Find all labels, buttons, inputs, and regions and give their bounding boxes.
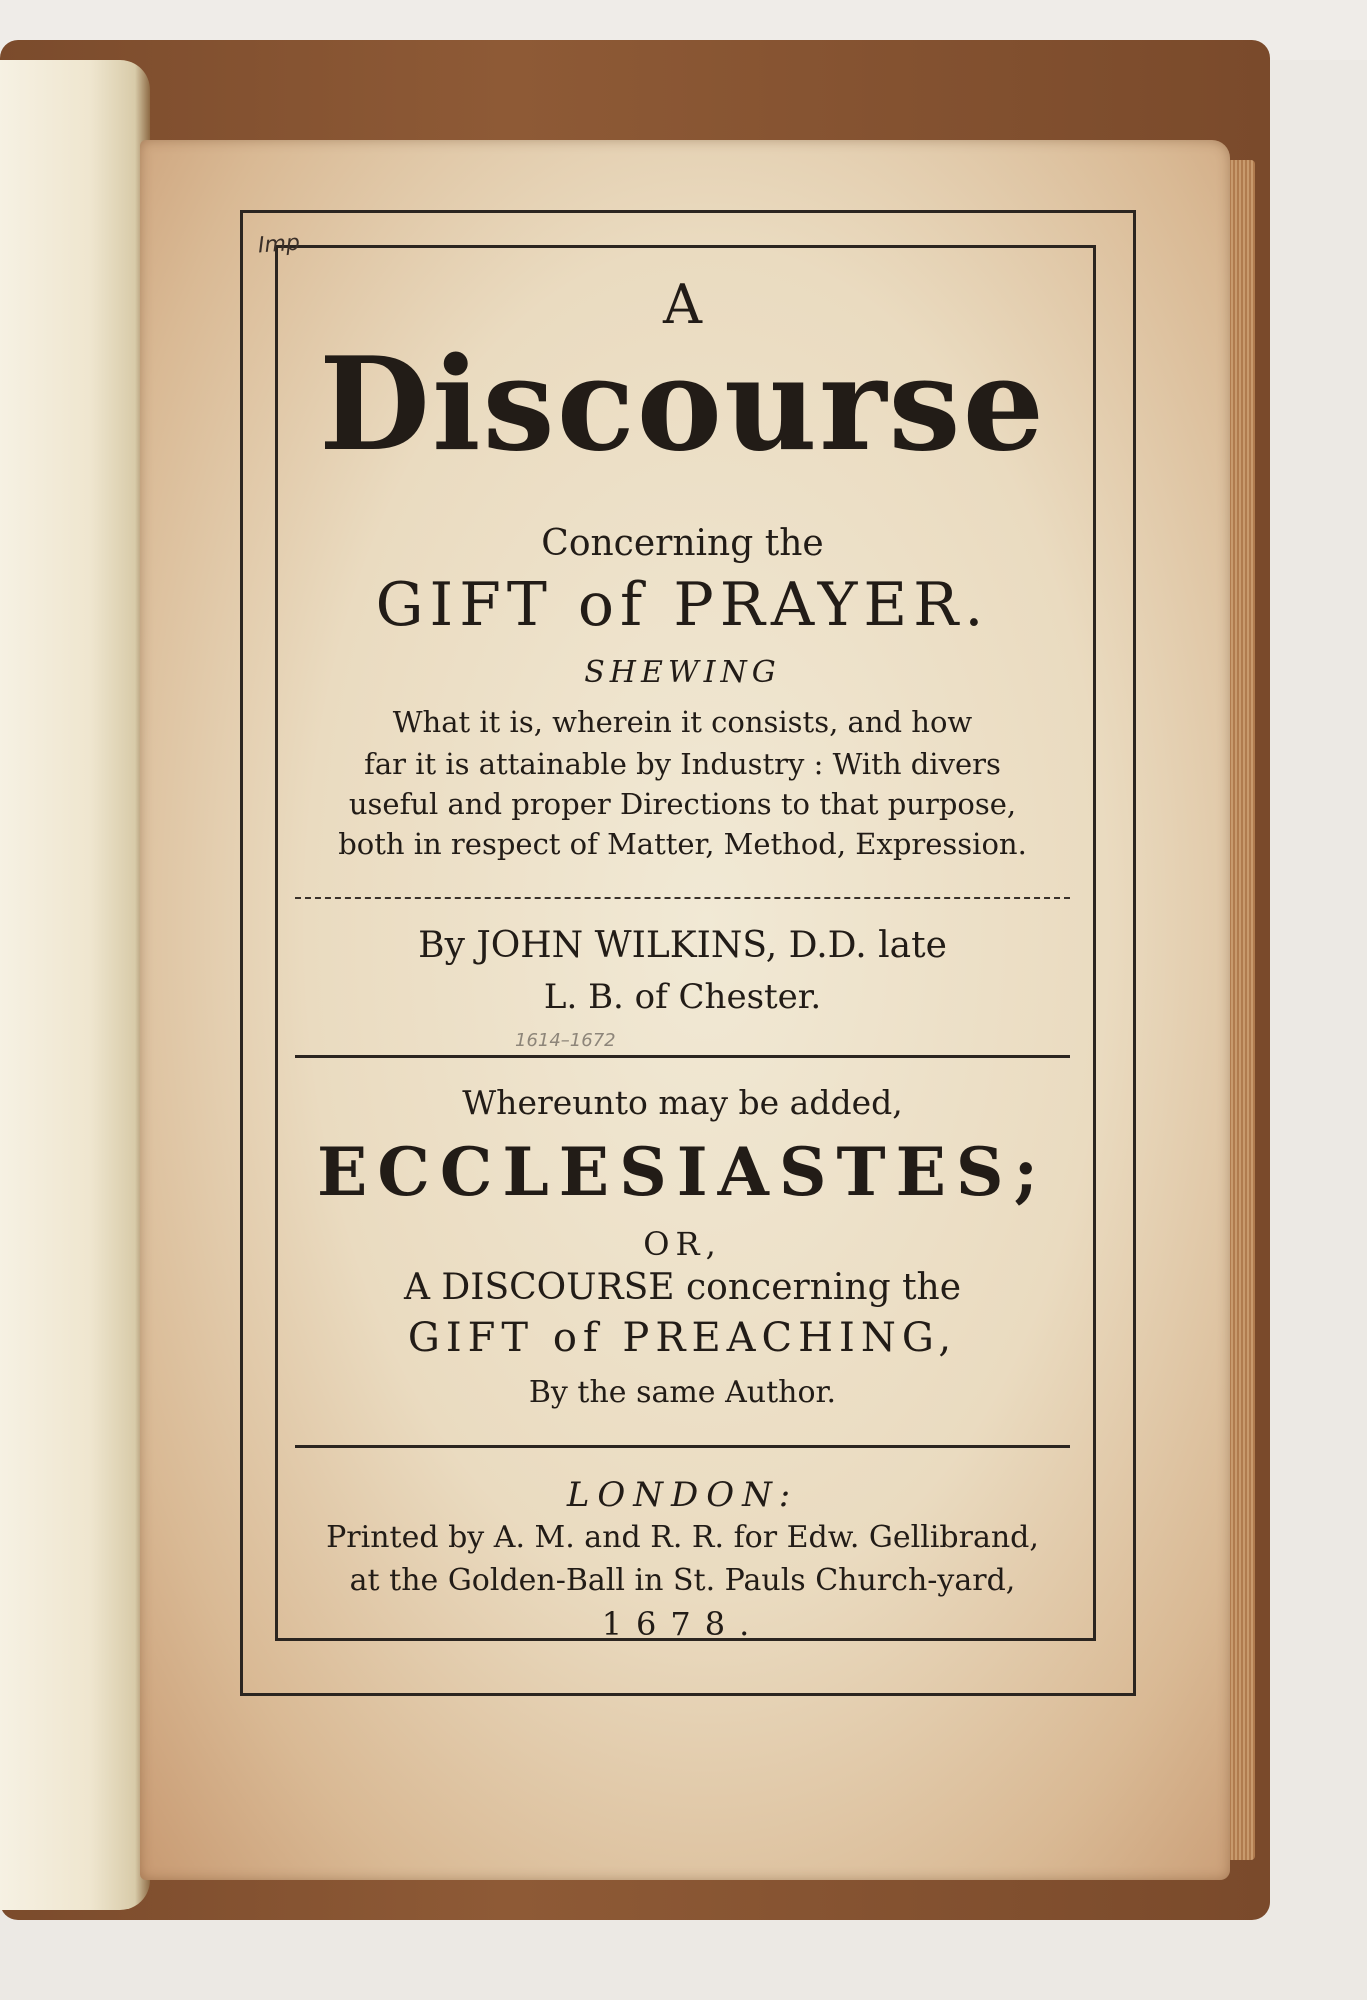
pencil-note: 1614–1672 bbox=[515, 1030, 616, 1051]
discourse-line: A DISCOURSE concerning the bbox=[403, 1267, 962, 1308]
same-author-line: By the same Author. bbox=[528, 1375, 837, 1410]
description-line: far it is attainable by Industry : With divers bbox=[364, 747, 1001, 781]
gift-of-preaching: GIFT of PREACHING, bbox=[407, 1315, 958, 1361]
description-line: What it is, wherein it consists, and how bbox=[392, 705, 973, 739]
main-title: Discourse bbox=[319, 330, 1046, 480]
author-line: By JOHN WILKINS, D.D. late bbox=[418, 925, 947, 966]
ecclesiastes-title: ECCLESIASTES; bbox=[317, 1133, 1048, 1211]
imprint-year: 1678. bbox=[601, 1605, 764, 1643]
description-line: useful and proper Directions to that purpose, bbox=[348, 787, 1017, 821]
or-line: OR, bbox=[643, 1225, 722, 1263]
divider-rule bbox=[295, 1445, 1070, 1448]
divider-rule bbox=[295, 897, 1070, 899]
imprint-city: LONDON: bbox=[566, 1475, 799, 1515]
imprint-location: at the Golden-Ball in St. Pauls Church-yard, bbox=[349, 1563, 1016, 1598]
title-page-text bbox=[285, 255, 1080, 1643]
author-see: L. B. of Chester. bbox=[543, 977, 822, 1017]
gift-of-prayer: GIFT of PRAYER. bbox=[375, 570, 990, 640]
shewing-heading: SHEWING bbox=[584, 655, 781, 690]
facing-page bbox=[0, 60, 150, 1910]
article-a: A bbox=[663, 273, 702, 336]
handwritten-mark: Imp bbox=[257, 230, 301, 259]
divider-rule bbox=[295, 1055, 1070, 1058]
concerning-line: Concerning the bbox=[541, 523, 824, 564]
whereunto-line: Whereunto may be added, bbox=[462, 1083, 903, 1122]
imprint-printer: Printed by A. M. and R. R. for Edw. Gellibrand, bbox=[326, 1520, 1039, 1555]
description-line: both in respect of Matter, Method, Expression. bbox=[338, 827, 1027, 861]
